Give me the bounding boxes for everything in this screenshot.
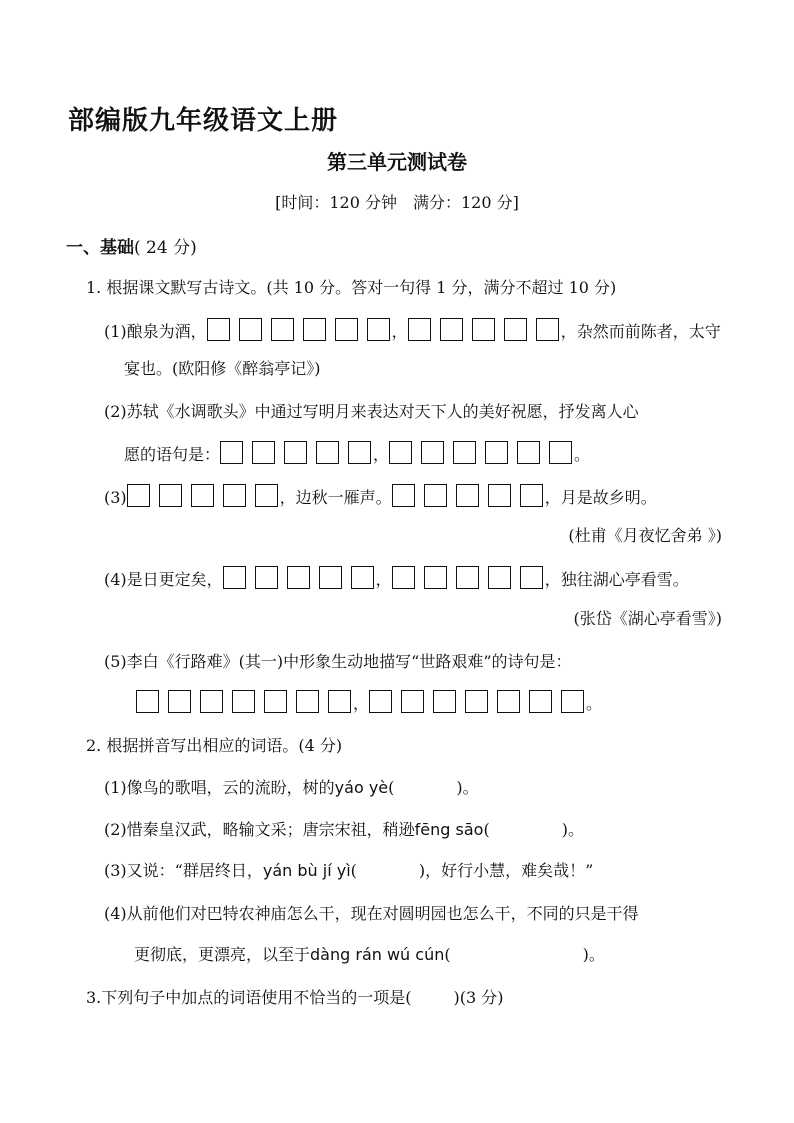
answer-box[interactable]	[504, 318, 527, 341]
q2-item2-pinyin: fēng sāo	[414, 820, 484, 839]
answer-box[interactable]	[472, 318, 495, 341]
answer-box[interactable]	[271, 318, 294, 341]
answer-box[interactable]	[520, 484, 543, 507]
answer-box[interactable]	[389, 441, 412, 464]
answer-box[interactable]	[424, 566, 447, 589]
answer-box[interactable]	[127, 484, 150, 507]
q2-stem: 2. 根据拼音写出相应的词语。(4 分)	[86, 736, 343, 755]
q1-item4-source: (张岱《湖心亭看雪》)	[573, 609, 722, 628]
answer-box[interactable]	[191, 484, 214, 507]
answer-box[interactable]	[220, 441, 243, 464]
answer-box[interactable]	[335, 318, 358, 341]
answer-box[interactable]	[348, 441, 371, 464]
q2-item2	[104, 817, 584, 840]
answer-box[interactable]	[465, 690, 488, 713]
q2-item4-pinyin: dàng rán wú cún	[310, 945, 445, 964]
q3-stem-text: 3.下列句子中加点的词语使用不恰当的一项是(	[86, 988, 412, 1007]
q1-item2-end: 。	[574, 445, 591, 464]
answer-box[interactable]	[284, 441, 307, 464]
section-heading	[66, 233, 197, 258]
answer-box[interactable]	[392, 484, 415, 507]
q1-item2	[124, 441, 590, 465]
q1-item1	[104, 318, 721, 342]
q1-item1-prefix: (1)酿泉为酒，	[104, 322, 207, 341]
q1-item4	[104, 566, 689, 590]
q2-item1	[104, 775, 479, 798]
answer-box[interactable]	[440, 318, 463, 341]
q3-close: )(3 分)	[453, 988, 504, 1007]
answer-box[interactable]	[456, 566, 479, 589]
q1-item4-sep: ，	[375, 570, 392, 589]
q1-item3-suffix: ，月是故乡明。	[544, 488, 657, 507]
q1-item2-prefix: 愿的语句是：	[124, 445, 221, 464]
q2-item4-text: 更彻底，更漂亮，以至于	[134, 945, 311, 964]
answer-box[interactable]	[561, 690, 584, 713]
q1-item3-sep: ，边秋一雁声。	[279, 488, 392, 507]
q2-item3-close: )，好行小慧，难矣哉！”	[418, 861, 594, 880]
answer-box[interactable]	[223, 484, 246, 507]
q1-item4-prefix: (4)是日更定矣，	[104, 570, 223, 589]
section-points: ( 24 分)	[134, 238, 197, 258]
q1-item1-line2: 宴也。(欧阳修《醉翁亭记》)	[124, 359, 321, 378]
q1-item3	[104, 484, 657, 508]
answer-box[interactable]	[408, 318, 431, 341]
answer-box[interactable]	[255, 484, 278, 507]
q1-item1-sep: ，	[391, 322, 408, 341]
q1-item4-suffix: ，独往湖心亭看雪。	[544, 570, 689, 589]
q2-item4	[134, 942, 605, 965]
q2-item2-close: )。	[561, 820, 584, 839]
q3-stem	[86, 985, 504, 1008]
answer-box[interactable]	[255, 566, 278, 589]
answer-box[interactable]	[168, 690, 191, 713]
answer-box[interactable]	[369, 690, 392, 713]
answer-box[interactable]	[529, 690, 552, 713]
answer-box[interactable]	[401, 690, 424, 713]
q2-item4-close: )。	[582, 945, 605, 964]
answer-box[interactable]	[351, 566, 374, 589]
q2-item2-text: (2)惜秦皇汉武，略输文采；唐宗宋祖，稍逊	[104, 820, 415, 839]
answer-box[interactable]	[319, 566, 342, 589]
answer-box[interactable]	[264, 690, 287, 713]
q1-stem: 1. 根据课文默写古诗文。(共 10 分。答对一句得 1 分，满分不超过 10 分)	[86, 278, 617, 297]
answer-box[interactable]	[232, 690, 255, 713]
q2-item3-open: (	[350, 861, 357, 880]
q1-item5-sep: ，	[353, 694, 370, 713]
q2-item4-open: (	[444, 945, 451, 964]
answer-box[interactable]	[517, 441, 540, 464]
answer-box[interactable]	[328, 690, 351, 713]
paper-title: 第三单元测试卷	[327, 150, 467, 174]
book-title: 部编版九年级语文上册	[68, 106, 339, 136]
answer-box[interactable]	[456, 484, 479, 507]
answer-box[interactable]	[159, 484, 182, 507]
q2-item4-line1: (4)从前他们对巴特农神庙怎么干，现在对圆明园也怎么干，不同的只是干得	[104, 904, 639, 923]
q2-item3	[104, 858, 593, 881]
answer-box[interactable]	[200, 690, 223, 713]
q2-item1-text: (1)像鸟的歌唱，云的流盼，树的	[104, 778, 335, 797]
q2-item2-open: (	[483, 820, 490, 839]
q2-item3-pinyin: yán bù jí yì	[262, 861, 351, 880]
answer-box[interactable]	[367, 318, 390, 341]
q1-item1-suffix: ，杂然而前陈者，太守	[560, 322, 721, 341]
q2-item1-pinyin: yáo yè	[334, 778, 389, 797]
section-heading-label: 一、基础	[66, 238, 134, 258]
answer-box[interactable]	[421, 441, 444, 464]
time-info: [时间：120 分钟 满分：120 分]	[275, 193, 519, 212]
q1-item2-sep: ，	[373, 445, 390, 464]
answer-box[interactable]	[497, 690, 520, 713]
answer-box[interactable]	[488, 484, 511, 507]
answer-box[interactable]	[549, 441, 572, 464]
answer-box[interactable]	[453, 441, 476, 464]
q2-item1-close: )。	[456, 778, 479, 797]
answer-box[interactable]	[485, 441, 508, 464]
answer-box[interactable]	[239, 318, 262, 341]
q1-item3-source: (杜甫《月夜忆舍弟 》)	[568, 526, 722, 545]
answer-box[interactable]	[316, 441, 339, 464]
q1-item5-end: 。	[586, 694, 603, 713]
q1-item2-line1: (2)苏轼《水调歌头》中通过写明月来表达对天下人的美好祝愿，抒发离人心	[104, 402, 639, 421]
answer-box[interactable]	[536, 318, 559, 341]
q2-item3-text: (3)又说：“群居终日，	[104, 861, 263, 880]
q1-item3-prefix: (3)	[104, 488, 127, 507]
q2-item1-open: (	[388, 778, 395, 797]
answer-box[interactable]	[223, 566, 246, 589]
answer-box[interactable]	[296, 690, 319, 713]
answer-box[interactable]	[207, 318, 230, 341]
q1-item5	[136, 690, 602, 714]
q1-item5-line1: (5)李白《行路难》(其一)中形象生动地描写“世路艰难”的诗句是：	[104, 652, 572, 671]
answer-box[interactable]	[488, 566, 511, 589]
answer-box[interactable]	[392, 566, 415, 589]
answer-box[interactable]	[136, 690, 159, 713]
answer-box[interactable]	[303, 318, 326, 341]
answer-box[interactable]	[252, 441, 275, 464]
answer-box[interactable]	[424, 484, 447, 507]
answer-box[interactable]	[287, 566, 310, 589]
answer-box[interactable]	[520, 566, 543, 589]
answer-box[interactable]	[433, 690, 456, 713]
